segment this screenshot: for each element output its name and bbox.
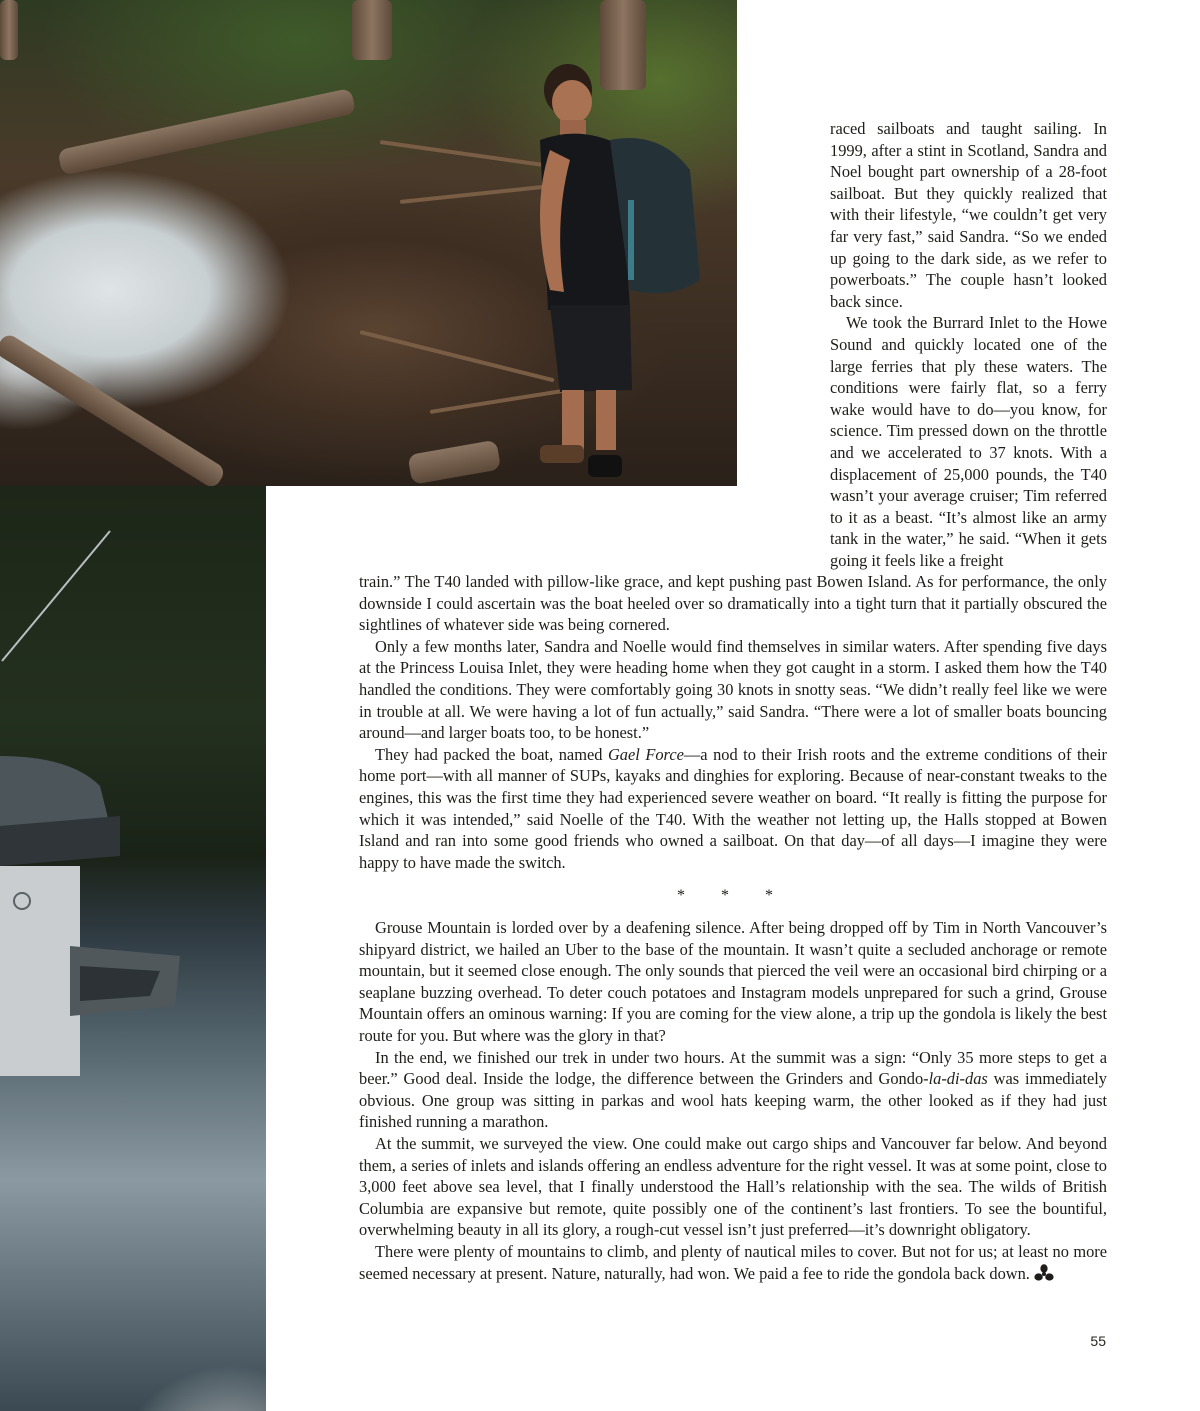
text-run: In the end, we finished our trek in under two hours. At the summit was a sign: “Only 35 more steps to get a beer.” Good deal. Inside the lodge, the difference between the Grinders and Gondo <box>359 1047 1107 1089</box>
article-column-wide-continued <box>359 917 1107 1284</box>
hiker-figure <box>510 60 730 486</box>
section-break: * * * <box>677 887 789 904</box>
paragraph: raced sailboats and taught sailing. In 1999, after a stint in Scotland, Sandra and Noel bought part ownership of a 28-foot sailboat. But they quickly realized that with their lifestyle, “we couldn’t get very far very fast,” said Sandra. “So we ended up going to the dark side, as we refer to powerboats.” The couple hasn’t looked back since. <box>830 119 1107 311</box>
three-blade-propeller-icon <box>1034 1264 1054 1282</box>
tree-trunk <box>0 0 18 60</box>
boat-name: Gael Force <box>607 744 684 764</box>
paragraph <box>359 1241 1107 1284</box>
boat-photo <box>0 486 266 1411</box>
paragraph <box>359 744 1107 874</box>
text-run: was immediately obvious. One group was sitting in parkas and wool hats keeping warm, the other looked as if they had just finished running a marathon. <box>359 1069 1107 1132</box>
boat-hull <box>0 716 266 1076</box>
fallen-log <box>407 440 501 485</box>
text-run: —a nod to their Irish roots and the extreme conditions of their home port—with all manner of SUPs, kayaks and dinghies for exploring. Because of near-constant tweaks to the engines, this was the first time they had experienced severe weather on board. “It really is fitting the purpose for which it was intended,” said Noelle of the T40. With the weather not letting up, the Halls stopped at Bowen Island and ran into some good friends who owned a sailboat. On that day—of all days—I imagine they were happy to have made the switch. <box>359 744 1107 872</box>
fallen-log <box>57 88 356 176</box>
article-column-narrow <box>830 118 1107 571</box>
text-run: There were plenty of mountains to climb, and plenty of nautical miles to cover. But not for us; at least no more seemed necessary at present. Nature, naturally, had won. We paid a fee to ride the gondola back down. <box>359 1241 1107 1283</box>
paragraph: Grouse Mountain is lorded over by a deafening silence. After being dropped off by Tim in North Vancouver’s shipyard district, we hailed an Uber to the base of the mountain. It wasn’t quite a secluded anchorage or remote mountain, but it seemed close enough. The only sounds that pierced the veil were an occasional bird chirping or a seaplane buzzing overhead. To deter couch potatoes and Instagram models unprepared for such a grind, Grouse Mountain offers an ominous warning: If you are coming for the view alone, a trip up the gondola is likely the best route for you. But where was the glory in that? <box>359 918 1107 1045</box>
paragraph: Only a few months later, Sandra and Noelle would find themselves in similar waters. After spending five days at the Princess Louisa Inlet, they were heading home when they got caught in a storm. I asked them how the T40 handled the conditions. They were comfortably going 30 knots in snotty seas. “We didn’t really feel like we were in trouble at all. We were having a lot of fun actually,” said Sandra. “There were a lot of smaller boats bouncing around—and larger boats too, to be honest.” <box>359 636 1107 743</box>
text-run: They had packed the boat, named <box>375 744 608 764</box>
trail-photo <box>0 0 737 486</box>
paragraph: At the summit, we surveyed the view. One could make out cargo ships and Vancouver far below. And beyond them, a series of inlets and islands offering an endless adventure for the right vessel. It was at some point, close to 3,000 feet above sea level, that I finally understood the Hall’s relationship with the sea. The wilds of British Columbia are expansive but remote, quite possibly one of the continent’s last frontiers. To see the bountiful, overwhelming beauty in all its glory, a rough-cut vessel isn’t just preferred—it’s downright obligatory. <box>359 1133 1107 1240</box>
fishing-rod <box>0 526 120 666</box>
paragraph <box>359 1047 1107 1133</box>
tree-trunk <box>352 0 392 60</box>
page-number: 55 <box>1090 1333 1106 1349</box>
gondola-italic: -la-di-das <box>923 1069 988 1089</box>
paragraph: We took the Burrard Inlet to the Howe Sound and quickly located one of the large ferries that ply these waters. The conditions were fairly flat, so a ferry wake would have to do—you know, for science. Tim pressed down on the throttle and we accelerated to 37 knots. With a displacement of 25,000 pounds, the T40 wasn’t your average cruiser; Tim referred to it as a beast. “It’s almost like an army tank in the water,” he said. “When it gets going it feels like a freight <box>830 313 1107 570</box>
paragraph: train.” The T40 landed with pillow-like grace, and kept pushing past Bowen Island. As for performance, the only downside I could ascertain was the boat heeled over so dramatically into a tight turn that it partially obscured the sightlines of whatever side was being cornered. <box>359 572 1107 635</box>
fallen-log <box>0 332 227 486</box>
article-column-wide <box>359 571 1107 873</box>
